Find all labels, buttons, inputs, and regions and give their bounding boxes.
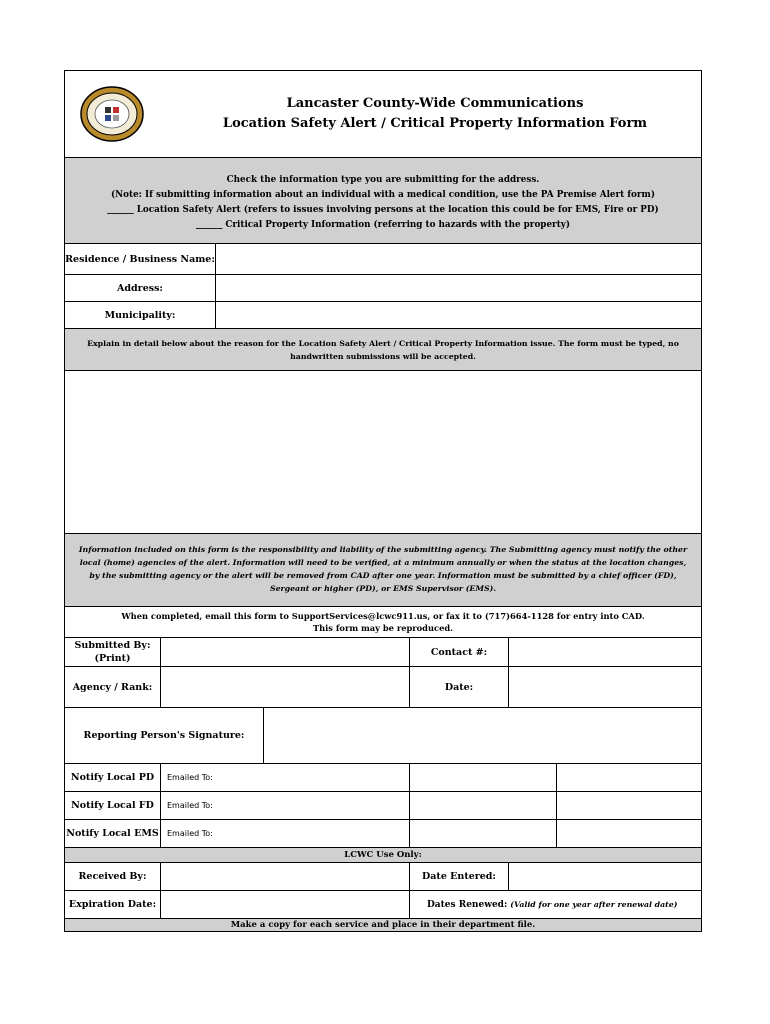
notify-pd-emailed: Emailed To: — [167, 773, 213, 782]
lcwc-use-only-header: LCWC Use Only: — [65, 848, 701, 862]
dates-renewed-note: (Valid for one year after renewal date) — [510, 900, 678, 909]
notify-ems-emailed: Emailed To: — [167, 829, 213, 838]
expiration-date-input[interactable] — [161, 891, 410, 918]
notice-line-1: Information included on this form is the responsibility and liability of the submitting agency. The Submitting agency must notify the other — [78, 545, 688, 554]
notice-line-2: local (home) agencies of the alert. Information will need to be verified, at a minimum annually or when the status at the location changes, — [79, 558, 687, 567]
instructions-box — [65, 158, 701, 243]
date-label: Date: — [410, 667, 509, 707]
notify-pd-input-3[interactable] — [557, 764, 701, 791]
municipality-label: Municipality: — [65, 302, 216, 328]
explain-line-1: Explain in detail below about the reason for the Location Safety Alert / Critical Property Information issue. The form must be typed, no — [87, 339, 679, 348]
instructions-line-2: (Note: If submitting information about an individual with a medical condition, use the PA Premise Alert form) — [110, 190, 656, 200]
notify-fd-row — [65, 792, 701, 819]
residence-input[interactable] — [216, 244, 701, 274]
notify-fd-input-2[interactable] — [410, 792, 557, 819]
notify-fd-emailed: Emailed To: — [167, 801, 213, 810]
notify-fd-input-1[interactable] — [214, 792, 410, 819]
notify-pd-input-2[interactable] — [410, 764, 557, 791]
signature-label: Reporting Person's Signature: — [65, 708, 264, 763]
agency-input[interactable] — [161, 667, 410, 707]
dates-renewed-cell[interactable] — [410, 891, 701, 918]
date-entered-input[interactable] — [509, 863, 701, 890]
notice-line-3: by the submitting agency or the alert will be removed from CAD after one year. Information must be submitted by a chief officer (FD), — [89, 571, 677, 580]
instructions-line-1: Check the information type you are submitting for the address. — [226, 175, 540, 185]
form-title: Lancaster County-Wide Communications — [286, 96, 584, 111]
notify-pd-input-1[interactable] — [214, 764, 410, 791]
received-by-label: Received By: — [65, 863, 161, 890]
signature-input[interactable] — [264, 708, 701, 763]
notify-pd-row — [65, 764, 701, 791]
notify-ems-input-1[interactable] — [214, 820, 410, 847]
explain-box — [65, 329, 701, 370]
details-textarea[interactable] — [65, 371, 701, 533]
notify-pd-label: Notify Local PD — [65, 764, 161, 791]
safety-alert-form — [64, 70, 702, 932]
residence-label: Residence / Business Name: — [65, 244, 216, 274]
submitted-by-text: Submitted By: — [74, 640, 151, 651]
notice-line-4: Sergeant or higher (PD), or EMS Supervisor (EMS). — [269, 584, 497, 593]
responsibility-notice — [65, 534, 701, 606]
notify-fd-input-3[interactable] — [557, 792, 701, 819]
submitted-by-input[interactable] — [161, 638, 410, 666]
submitted-by-label — [65, 638, 161, 666]
notify-ems-input-2[interactable] — [410, 820, 557, 847]
notify-ems-input-3[interactable] — [557, 820, 701, 847]
critical-property-option[interactable]: ______ Critical Property Information (referring to hazards with the property) — [195, 220, 571, 230]
email-note — [65, 607, 701, 637]
lcwc-logo — [79, 85, 145, 143]
agency-label: Agency / Rank: — [65, 667, 161, 707]
dates-renewed-label: Dates Renewed: — [427, 899, 508, 910]
municipality-input[interactable] — [216, 302, 701, 328]
form-subtitle: Location Safety Alert / Critical Property Information Form — [222, 116, 648, 131]
form-footer: Make a copy for each service and place in their department file. — [65, 919, 701, 931]
contact-input[interactable] — [509, 638, 701, 666]
location-safety-alert-option[interactable]: ______ Location Safety Alert (refers to issues involving persons at the location this could be for EMS, Fire or PD) — [107, 205, 659, 215]
notify-fd-label: Notify Local FD — [65, 792, 161, 819]
address-label: Address: — [65, 275, 216, 301]
print-text: (Print) — [94, 653, 131, 664]
received-by-input[interactable] — [161, 863, 410, 890]
notify-ems-row — [65, 820, 701, 847]
notify-ems-label: Notify Local EMS — [65, 820, 161, 847]
date-entered-label: Date Entered: — [410, 863, 509, 890]
contact-label: Contact #: — [410, 638, 509, 666]
form-header — [65, 71, 701, 157]
explain-line-2: handwritten submissions will be accepted. — [290, 352, 476, 361]
email-note-line-2: This form may be reproduced. — [312, 623, 454, 633]
email-note-line-1: When completed, email this form to SupportServices@lcwc911.us, or fax it to (717)664-1128 for entry into CAD. — [121, 611, 645, 621]
expiration-date-label: Expiration Date: — [65, 891, 161, 918]
address-input[interactable] — [216, 275, 701, 301]
date-input[interactable] — [509, 667, 701, 707]
